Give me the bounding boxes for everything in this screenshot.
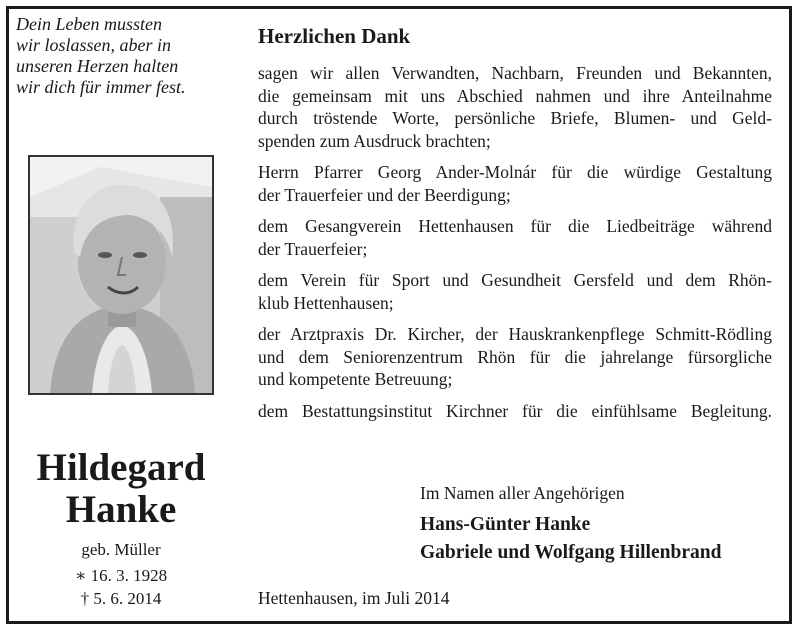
- poem-line: Dein Leben mussten: [16, 14, 162, 34]
- thanks-heading: Herzlichen Dank: [258, 24, 411, 48]
- thanks-block: [258, 22, 772, 431]
- text-line: dem Bestattungsinstitut Kirchner für die einfühlsame Begleitung.: [258, 400, 772, 421]
- text-line: klub Hettenhausen;: [258, 292, 394, 313]
- death-date: † 5. 6. 2014: [80, 589, 162, 608]
- text-line: der Trauerfeier;: [258, 238, 368, 259]
- text-line: Herrn Pfarrer Georg Ander-Molnár für die würdige Gestaltung: [258, 162, 772, 182]
- poem-line: wir dich für immer fest.: [16, 77, 186, 97]
- place-date: Hettenhausen, im Juli 2014: [258, 588, 450, 608]
- text-line: die gemeinsam mit uns Abschied nahmen und ihre Anteilnahme: [258, 85, 772, 106]
- text-line: dem Verein für Sport und Gesundheit Gersfeld und dem Rhön-: [258, 270, 772, 290]
- poem-text: [16, 14, 226, 98]
- signature-name: Hans-Günter Hanke: [420, 514, 591, 535]
- text-line: dem Gesangverein Hettenhausen für die Liedbeiträge während: [258, 216, 772, 236]
- text-line: der Arztpraxis Dr. Kircher, der Hauskrankenpflege Schmitt-Rödling: [258, 324, 772, 344]
- signature-name: Gabriele und Wolfgang Hillenbrand: [420, 542, 722, 563]
- portrait-photo: [28, 155, 214, 395]
- thanks-paragraph: [258, 161, 772, 206]
- poem-line: unseren Herzen halten: [16, 56, 179, 76]
- portrait-image: [30, 157, 212, 393]
- poem-line: wir loslassen, aber in: [16, 35, 172, 55]
- poem-block: [16, 14, 226, 98]
- deceased-first-name: Hildegard: [36, 446, 206, 489]
- birth-date: ∗ 16. 3. 1928: [74, 566, 168, 585]
- text-line: spenden zum Ausdruck brachten;: [258, 130, 491, 151]
- signature-intro: Im Namen aller Angehörigen: [420, 483, 625, 503]
- maiden-name: geb. Müller: [81, 540, 161, 559]
- text-line: durch tröstende Worte, persönliche Briefe, Blumen- und Geld-: [258, 108, 772, 128]
- thanks-paragraph: [258, 62, 772, 152]
- deceased-last-name: Hanke: [65, 488, 177, 531]
- thanks-paragraph: [258, 323, 772, 391]
- thanks-paragraph: [258, 215, 772, 260]
- text-line: sagen wir allen Verwandten, Nachbarn, Freunden und Bekannten,: [258, 63, 772, 83]
- text-line: und dem Seniorenzentrum Rhön für die jahrelange fürsorgliche: [258, 346, 772, 367]
- thanks-paragraph: [258, 400, 772, 423]
- text-line: der Trauerfeier und der Beerdigung;: [258, 184, 511, 205]
- text-line: und kompetente Betreuung;: [258, 369, 453, 389]
- thanks-paragraph: [258, 269, 772, 314]
